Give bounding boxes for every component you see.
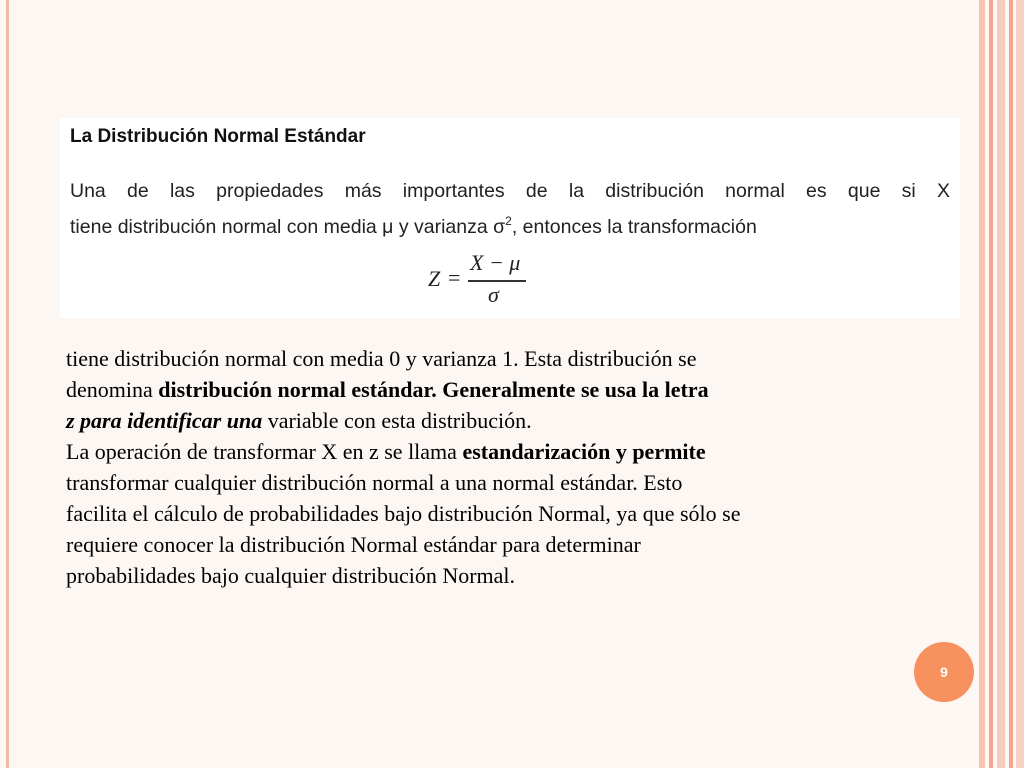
right-decorative-stripe — [997, 0, 1005, 768]
body-line: probabilidades bajo cualquier distribución Normal. — [66, 563, 516, 588]
left-decorative-stripe — [6, 0, 9, 768]
intro-line-2 — [70, 206, 950, 242]
intro-line-2-text: tiene distribución normal con media μ y varianza σ — [70, 216, 506, 238]
body-line — [66, 374, 978, 405]
body-paragraph — [66, 343, 978, 591]
body-line: requiere conocer la distribución Normal estándar para determinar — [66, 532, 641, 557]
right-decorative-stripe — [979, 0, 985, 768]
body-bold-italic-run: z para identificar una — [66, 408, 263, 433]
body-line — [66, 436, 978, 467]
formula-denominator: σ — [488, 282, 499, 307]
formula-numerator: X − μ — [470, 250, 521, 275]
body-line — [66, 405, 978, 436]
superscript: 2 — [505, 214, 512, 228]
body-bold-run: estandarización y permite — [462, 439, 706, 464]
body-line: transformar cualquier distribución normal a una normal estándar. Esto — [66, 470, 683, 495]
body-text-run: La operación de transformar X en z se llama — [66, 439, 463, 464]
standardization-formula — [428, 250, 548, 310]
body-line: facilita el cálculo de probabilidades bajo distribución Normal, ya que sólo se — [66, 501, 741, 526]
right-decorative-stripe — [1016, 0, 1024, 768]
page-number-badge: 9 — [914, 642, 974, 702]
intro-paragraph — [70, 176, 950, 242]
body-line: tiene distribución normal con media 0 y varianza 1. Esta distribución se — [66, 346, 697, 371]
intro-line-2-tail: , entonces la transformación — [511, 216, 757, 238]
intro-line-1: Una de las propiedades más importantes de la distribución normal es que si X — [70, 180, 950, 202]
formula-equals: = — [448, 265, 461, 290]
right-decorative-stripe — [1009, 0, 1013, 768]
section-title: La Distribución Normal Estándar — [70, 126, 366, 147]
right-decorative-stripe — [989, 0, 993, 768]
formula-lhs: Z — [428, 266, 441, 291]
body-bold-run: distribución normal estándar. Generalmente se usa la letra — [158, 377, 709, 402]
body-text-run: variable con esta distribución. — [262, 408, 532, 433]
body-text-run: denomina — [66, 377, 159, 402]
embedded-image-section — [60, 118, 960, 318]
